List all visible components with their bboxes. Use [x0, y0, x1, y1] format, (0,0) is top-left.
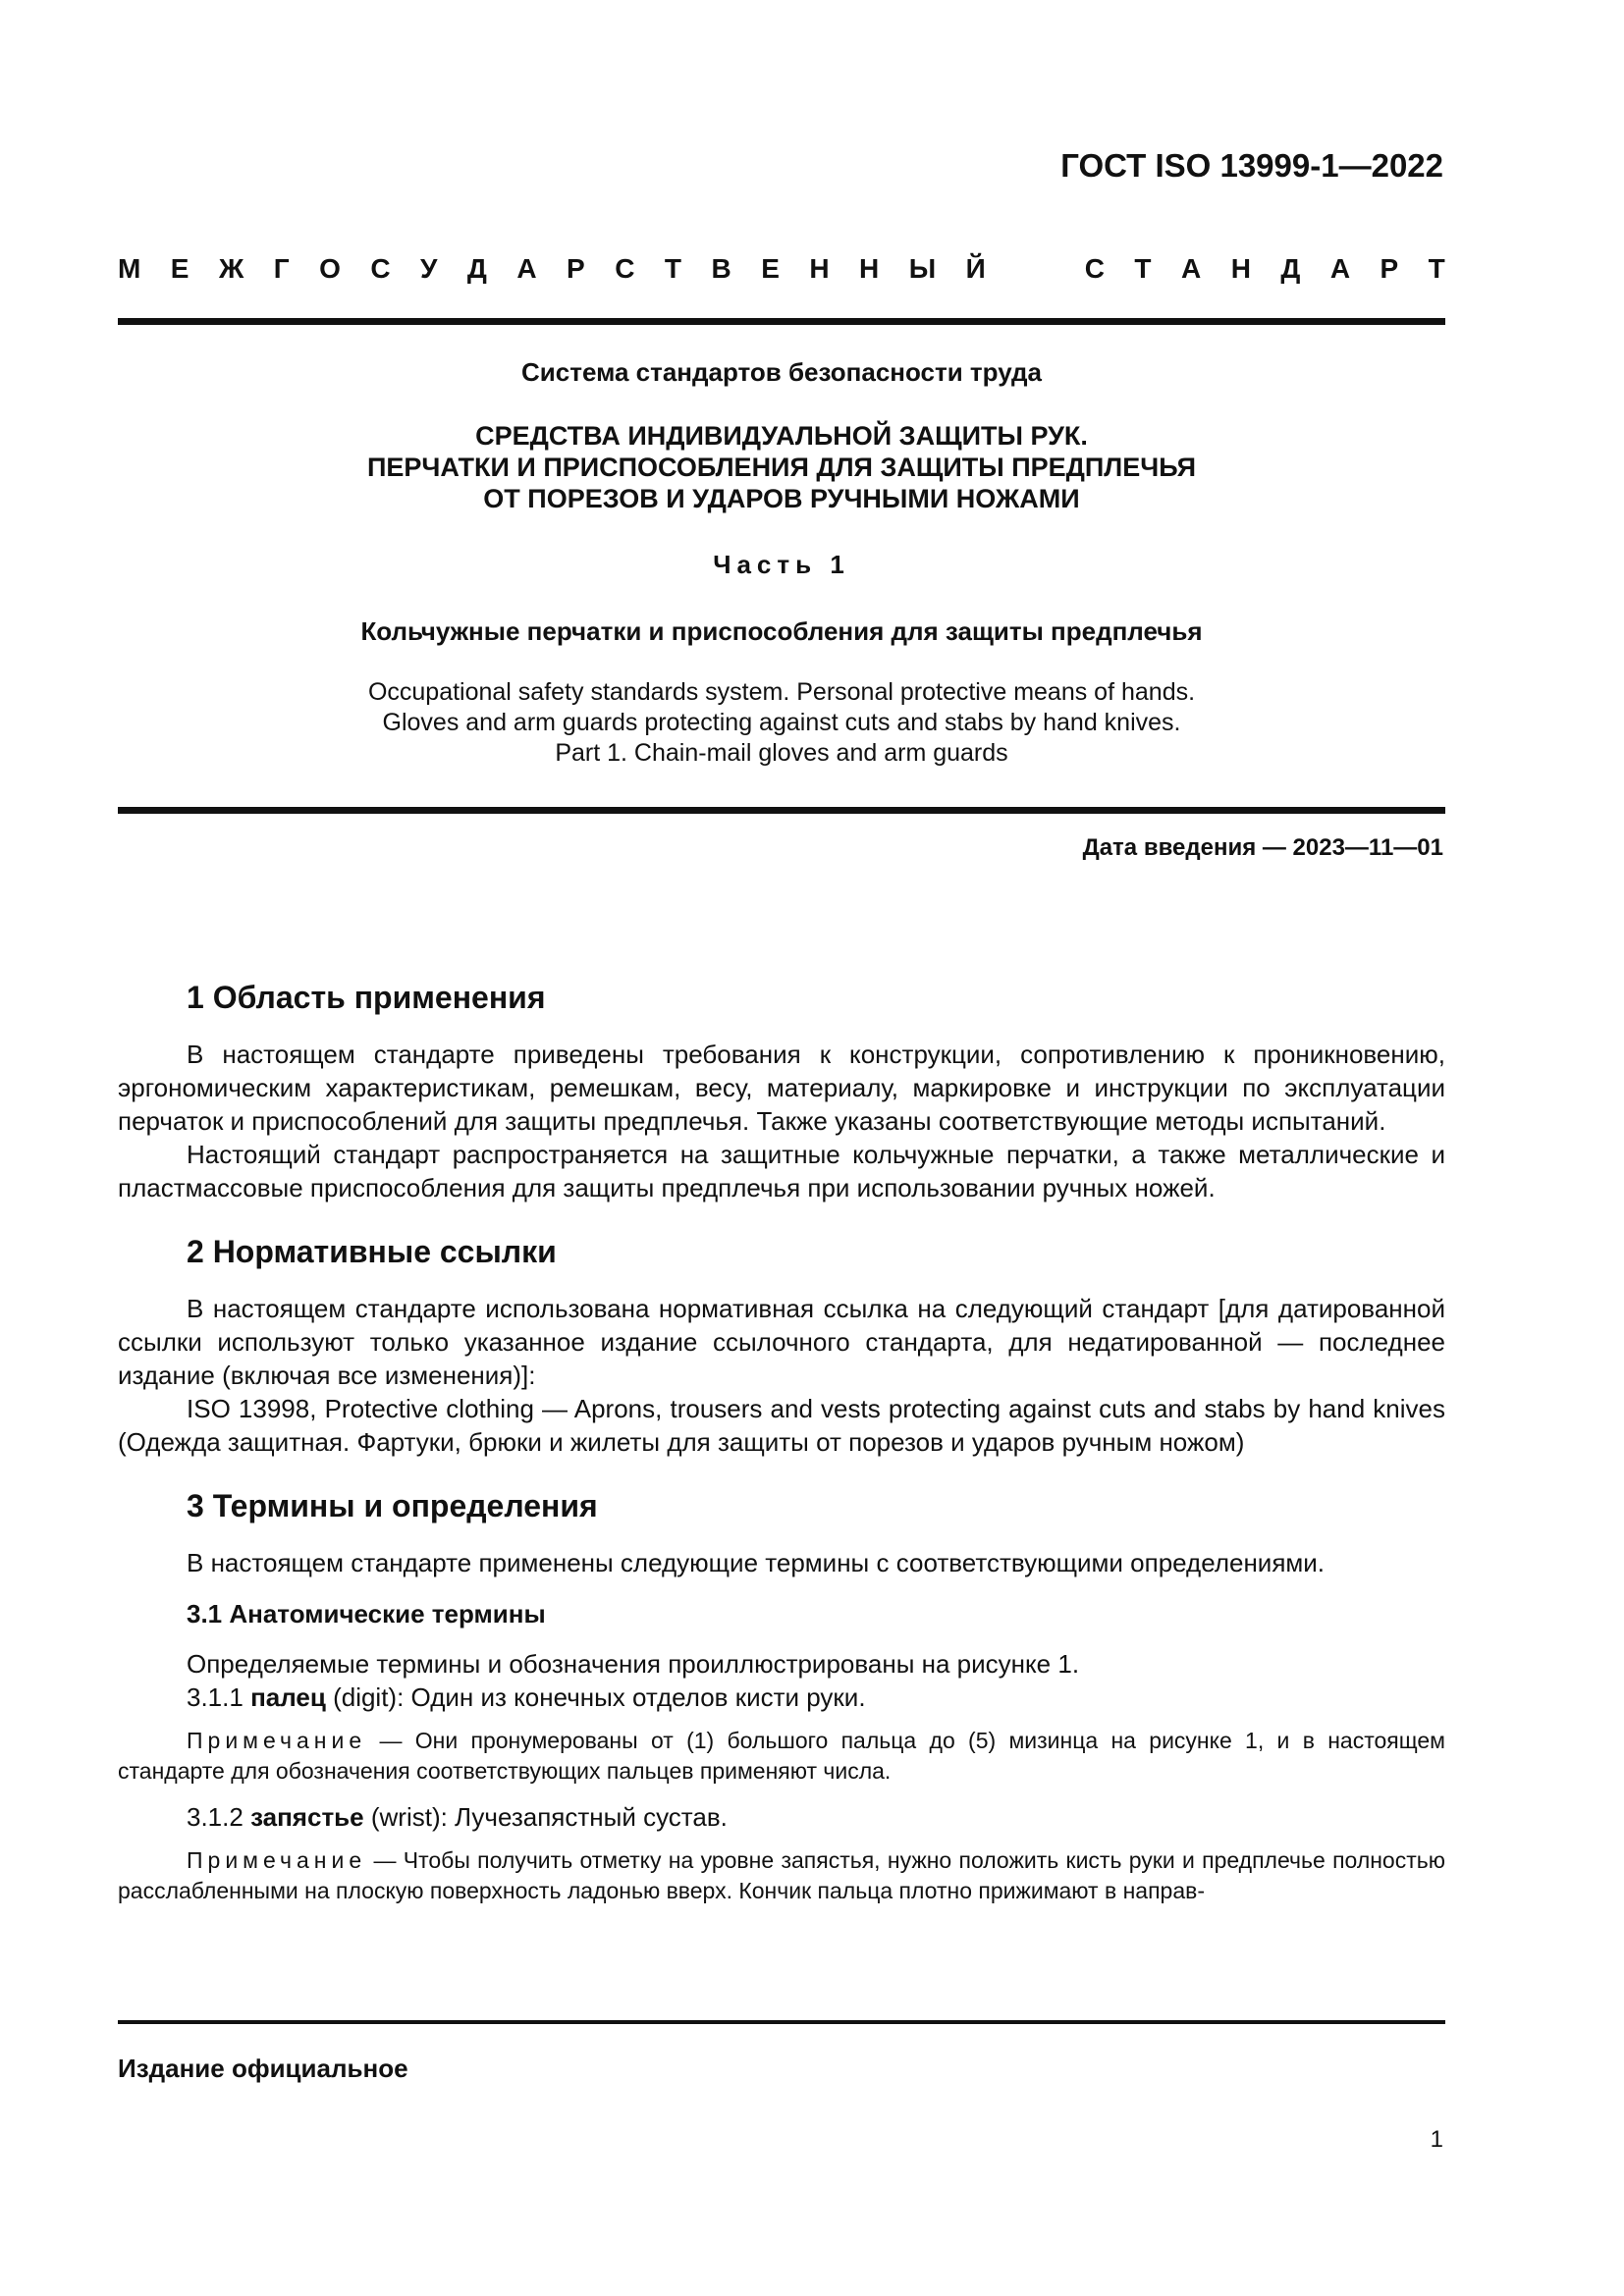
heading-letter: Р: [567, 253, 585, 284]
note-text: — Чтобы получить отметку на уровне запястья, нужно положить кисть руки и предплечье полностью расслабленными на плоскую поверхность ладонью вверх. Кончик пальца плотно прижимают в направ-: [118, 1847, 1445, 1903]
heading-letter: Ы: [908, 253, 937, 284]
document-body: [118, 980, 1445, 1920]
paragraph: Настоящий стандарт распространяется на защитные кольчужные перчатки, а также металлические и пластмассовые приспособления для защиты предплечья при использовании ручных ножей.: [118, 1140, 1445, 1202]
section-heading: 3 Термины и определения: [187, 1488, 598, 1523]
paragraph: ISO 13998, Protective clothing — Aprons, trousers and vests protecting against cuts and stabs by hand knives (Одежда защитная. Фартуки, брюки и жилеты для защиты от порезов и ударов ручным ножом): [118, 1394, 1445, 1457]
heading-letter: Н: [809, 253, 830, 284]
heading-letter: Т: [664, 253, 682, 284]
english-title-line: Gloves and arm guards protecting against cuts and stabs by hand knives.: [382, 709, 1181, 736]
footer-rule: [118, 2020, 1445, 2024]
term-number: 3.1.1: [187, 1682, 244, 1712]
heading-letter: Т: [1428, 253, 1445, 284]
gost-code: ГОСТ ISO 13999-1—2022: [1060, 147, 1443, 184]
interstate-standard-heading: [118, 253, 1445, 285]
heading-letter: У: [420, 253, 438, 284]
section-scope: [118, 980, 1445, 1204]
section-terms-definitions: [118, 1488, 1445, 1906]
note: [118, 1845, 1445, 1906]
term-number: 3.1.2: [187, 1802, 244, 1832]
heading-letter: А: [1329, 253, 1351, 284]
main-title-line: ОТ ПОРЕЗОВ И УДАРОВ РУЧНЫМИ НОЖАМИ: [483, 484, 1080, 513]
heading-letter: С: [1084, 253, 1105, 284]
heading-letter: С: [615, 253, 635, 284]
heading-letter: Н: [1230, 253, 1251, 284]
heading-letter: Т: [1134, 253, 1152, 284]
section-heading: 2 Нормативные ссылки: [187, 1234, 557, 1269]
heading-letter: Й: [965, 253, 986, 284]
part-subtitle: Кольчужные перчатки и приспособления для защиты предплечья: [360, 616, 1203, 646]
word-gap: [1015, 253, 1055, 285]
top-rule: [118, 318, 1445, 325]
section-heading: 1 Область применения: [187, 980, 546, 1015]
heading-letter: Н: [859, 253, 880, 284]
term-name: палец: [250, 1682, 326, 1712]
heading-letter: А: [516, 253, 537, 284]
english-title: [118, 677, 1445, 769]
paragraph: Определяемые термины и обозначения проиллюстрированы на рисунке 1.: [187, 1649, 1080, 1679]
title-bottom-rule: [118, 807, 1445, 814]
heading-letter: Р: [1380, 253, 1399, 284]
term-definition: (wrist): Лучезапястный сустав.: [370, 1802, 728, 1832]
system-title: Система стандартов безопасности труда: [521, 357, 1042, 387]
heading-letter: Ж: [218, 253, 244, 284]
note-label: Примечание: [187, 1728, 367, 1753]
heading-letter: А: [1180, 253, 1202, 284]
paragraph: В настоящем стандарте применены следующие термины с соответствующими определениями.: [187, 1548, 1326, 1577]
main-title: [118, 420, 1445, 514]
heading-letter: Д: [1280, 253, 1301, 284]
heading-letter: Г: [273, 253, 290, 284]
term-digit: [118, 1681, 1445, 1714]
heading-letter: С: [370, 253, 391, 284]
main-title-line: ПЕРЧАТКИ И ПРИСПОСОБЛЕНИЯ ДЛЯ ЗАЩИТЫ ПРЕДПЛЕЧЬЯ: [366, 453, 1196, 482]
subsection-heading: 3.1 Анатомические термины: [187, 1599, 546, 1629]
term-wrist: [118, 1800, 1445, 1834]
paragraph: В настоящем стандарте использована нормативная ссылка на следующий стандарт [для датированной ссылки используют только указанное издание ссылочного стандарта, для недатированной — последнее издание (включая все изменения)]:: [118, 1294, 1445, 1390]
english-title-line: Occupational safety standards system. Personal protective means of hands.: [367, 678, 1196, 706]
heading-letter: Е: [170, 253, 189, 284]
heading-letter: Д: [466, 253, 487, 284]
heading-letter: Е: [761, 253, 780, 284]
part-label: Часть 1: [713, 550, 850, 579]
heading-letter: В: [711, 253, 731, 284]
introduction-date: Дата введения — 2023—11—01: [1082, 834, 1443, 861]
term-name: запястье: [250, 1802, 364, 1832]
heading-letter: М: [118, 253, 141, 284]
term-definition: (digit): Один из конечных отделов кисти руки.: [333, 1682, 866, 1712]
note-text: — Они пронумерованы от (1) большого пальца до (5) мизинца на рисунке 1, и в настоящем стандарте для обозначения соответствующих пальцев применяют числа.: [118, 1728, 1445, 1784]
section-normative-references: [118, 1234, 1445, 1459]
official-edition-label: Издание официальное: [118, 2054, 408, 2083]
paragraph: В настоящем стандарте приведены требования к конструкции, сопротивлению к проникновению, эргономическим характеристикам, ремешкам, весу, материалу, маркировке и инструкции по эксплуатации перчаток и приспособлений для защиты предплечья. Также указаны соответствующие методы испытаний.: [118, 1040, 1445, 1136]
english-title-line: Part 1. Chain-mail gloves and arm guards: [555, 739, 1008, 767]
page-number: 1: [1430, 2126, 1443, 2153]
note: [118, 1726, 1445, 1787]
note-label: Примечание: [187, 1847, 367, 1873]
main-title-line: СРЕДСТВА ИНДИВИДУАЛЬНОЙ ЗАЩИТЫ РУК.: [475, 421, 1088, 451]
heading-letter: О: [319, 253, 341, 284]
